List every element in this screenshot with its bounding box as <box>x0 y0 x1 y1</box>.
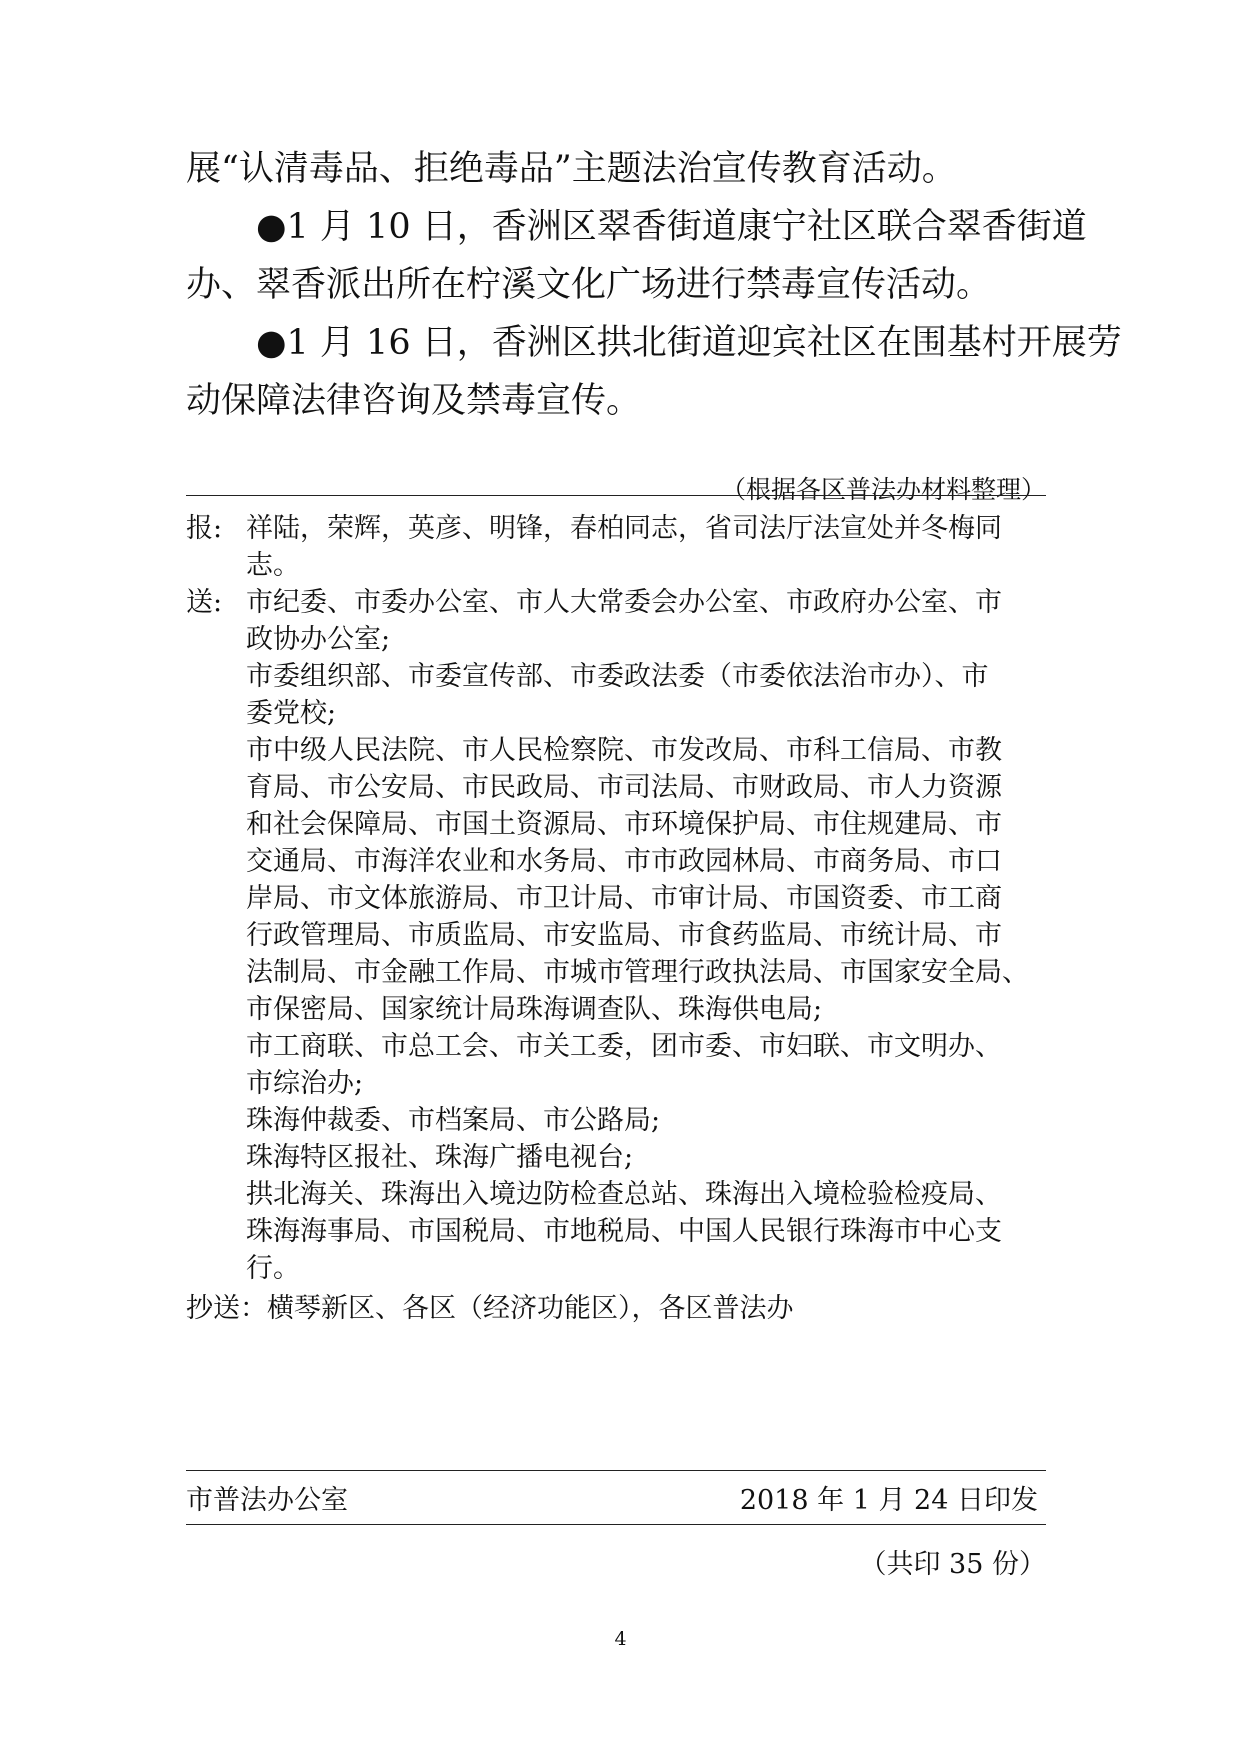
send-line: 岸局、市文体旅游局、市卫计局、市审计局、市国资委、市工商 <box>246 883 1002 914</box>
paragraph-line: 办、翠香派出所在柠溪文化广场进行禁毒宣传活动。 <box>186 265 992 305</box>
send-line: 交通局、市海洋农业和水务局、市市政园林局、市商务局、市口 <box>246 846 1002 877</box>
cc-row: 抄送：横琴新区、各区（经济功能区），各区普法办 <box>186 1293 794 1324</box>
issue-date: 2018 年 1 月 24 日印发 <box>739 1485 1038 1516</box>
paragraph-line: 展“认清毒品、拒绝毒品”主题法治宣传教育活动。 <box>186 149 957 189</box>
issuer-name: 市普法办公室 <box>186 1485 348 1516</box>
send-line: 政协办公室; <box>246 624 391 655</box>
send-line: 市委组织部、市委宣传部、市委政法委（市委依法治市办）、市 <box>246 661 989 692</box>
send-line: 珠海海事局、市国税局、市地税局、中国人民银行珠海市中心支 <box>246 1216 1002 1247</box>
paragraph-line: ●1 月 16 日，香洲区拱北街道迎宾社区在围基村开展劳 <box>256 323 1122 363</box>
send-line: 行政管理局、市质监局、市安监局、市食药监局、市统计局、市 <box>246 920 1002 951</box>
send-line: 委党校; <box>246 698 337 729</box>
report-line: 志。 <box>246 550 300 581</box>
send-line: 法制局、市金融工作局、市城市管理行政执法局、市国家安全局、 <box>246 957 1029 988</box>
middle-divider <box>186 1470 1046 1471</box>
bottom-divider <box>186 1524 1046 1525</box>
send-label: 送: <box>186 587 223 618</box>
send-line: 市纪委、市委办公室、市人大常委会办公室、市政府办公室、市 <box>246 587 1002 618</box>
top-divider <box>186 495 1046 496</box>
send-line: 市综治办; <box>246 1068 364 1099</box>
send-line: 和社会保障局、市国土资源局、市环境保护局、市住规建局、市 <box>246 809 1002 840</box>
send-line: 市保密局、国家统计局珠海调查队、珠海供电局; <box>246 994 823 1025</box>
send-line: 育局、市公安局、市民政局、市司法局、市财政局、市人力资源 <box>246 772 1002 803</box>
report-line: 祥陆，荣辉，英彦、明锋，春柏同志，省司法厅法宣处并冬梅同 <box>246 513 1002 544</box>
source-note: （根据各区普法办材料整理） <box>720 475 1046 504</box>
send-line: 市工商联、市总工会、市关工委，团市委、市妇联、市文明办、 <box>246 1031 1002 1062</box>
send-line: 珠海特区报社、珠海广播电视台; <box>246 1142 634 1173</box>
paragraph-line: ●1 月 10 日，香洲区翠香街道康宁社区联合翠香街道 <box>256 207 1087 247</box>
report-label: 报: <box>186 513 223 544</box>
paragraph-line: 动保障法律咨询及禁毒宣传。 <box>186 381 642 421</box>
send-line: 市中级人民法院、市人民检察院、市发改局、市科工信局、市教 <box>246 735 1002 766</box>
send-line: 行。 <box>246 1253 300 1284</box>
send-line: 珠海仲裁委、市档案局、市公路局; <box>246 1105 661 1136</box>
copies-count: （共印 35 份） <box>859 1549 1046 1580</box>
page-number: 4 <box>614 1628 627 1650</box>
send-line: 拱北海关、珠海出入境边防检查总站、珠海出入境检验检疫局、 <box>246 1179 1002 1210</box>
